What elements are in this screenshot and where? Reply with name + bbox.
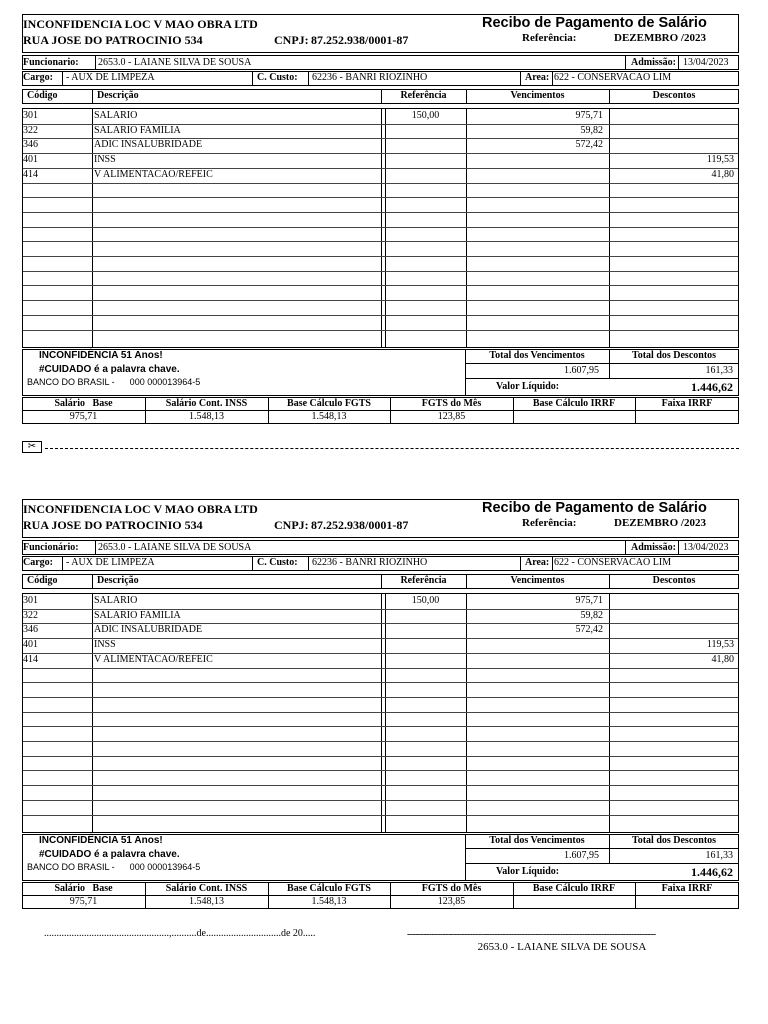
- irrf-base-label: Base Cálculo IRRF: [532, 883, 616, 894]
- reference-label: Referência:: [522, 517, 577, 529]
- table-row: [23, 610, 738, 623]
- total-deductions-label: Total dos Descontos: [631, 835, 717, 846]
- cell-code: 301: [23, 110, 38, 121]
- cell-description: SALARIO: [94, 110, 138, 121]
- total-earnings-value: 1.607,95: [564, 365, 599, 376]
- receipt-copy-employer: [22, 14, 739, 426]
- cell-earnings: 572,42: [575, 624, 603, 636]
- cnpj-value: 87.252.938/0001-87: [311, 518, 409, 532]
- scissors-icon: ✂: [22, 441, 42, 453]
- cnpj-value: 87.252.938/0001-87: [311, 33, 409, 47]
- inss-base-value: 1.548,13: [189, 896, 224, 907]
- cell-code: 401: [23, 639, 38, 651]
- company-name: INCONFIDENCIA LOC V MAO OBRA LTD: [23, 502, 258, 516]
- cell-deductions: 41,80: [711, 653, 734, 665]
- total-deductions-value: 161,33: [705, 365, 733, 376]
- employee-value: 2653.0 - LAIANE SILVA DE SOUSA: [98, 57, 252, 68]
- area-value: 622 - CONSERVACAO LIM: [554, 72, 672, 83]
- cell-code: 322: [23, 124, 38, 136]
- cell-code: 322: [23, 609, 38, 621]
- cell-earnings: 59,82: [580, 609, 603, 621]
- net-value-label: Valor Líquido:: [496, 866, 560, 877]
- cell-code: 401: [23, 154, 38, 166]
- reference-value: DEZEMBRO /2023: [614, 32, 706, 44]
- cell-description: ADIC INSALUBRIDADE: [94, 624, 203, 636]
- employee-label: Funcionário:: [23, 542, 79, 553]
- fgts-base-label: Base Cálculo FGTS: [287, 398, 371, 409]
- cost-center-value: 62236 - BANRI RIOZINHO: [312, 72, 428, 83]
- cnpj-label: CNPJ:: [274, 33, 309, 47]
- irrf-range-label: Faixa IRRF: [661, 398, 713, 409]
- col-deductions: Descontos: [652, 90, 696, 101]
- signature-date-line: ..................................................,..........de..............................de 20.....: [44, 928, 316, 939]
- bank-info: BANCO DO BRASIL - 000 000013964-5: [27, 862, 201, 872]
- col-deductions: Descontos: [652, 575, 696, 586]
- table-row: [23, 139, 738, 152]
- employee-label: Funcionario:: [23, 57, 79, 68]
- items-table-body: [22, 108, 739, 348]
- fgts-month-label: FGTS do Mês: [421, 883, 482, 894]
- admission-value: 13/04/2023: [683, 57, 729, 68]
- total-earnings-value: 1.607,95: [564, 850, 599, 861]
- salary-base-label: Salário Base: [54, 398, 113, 409]
- admission-label: Admissão:: [631, 57, 677, 68]
- salary-base-value: 975,71: [69, 411, 98, 422]
- total-earnings-label: Total dos Vencimentos: [489, 350, 585, 361]
- message-line1: INCONFIDÊNCIA 51 Anos!: [39, 835, 163, 846]
- cell-earnings: 975,71: [575, 110, 603, 121]
- inss-base-label: Salário Cont. INSS: [165, 883, 248, 894]
- cell-description: INSS: [94, 639, 116, 651]
- cell-code: 346: [23, 139, 38, 151]
- cell-code: 414: [23, 653, 38, 665]
- table-row: [23, 125, 738, 138]
- net-value-label: Valor Líquido:: [496, 381, 560, 392]
- table-row: [23, 654, 738, 667]
- table-row: [23, 154, 738, 167]
- cell-code: 346: [23, 624, 38, 636]
- items-table-body: [22, 593, 739, 833]
- cost-center-label: C. Custo:: [257, 72, 298, 83]
- salary-base-value: 975,71: [69, 896, 98, 907]
- admission-label: Admissão:: [631, 542, 677, 553]
- employee-value: 2653.0 - LAIANE SILVA DE SOUSA: [98, 542, 252, 553]
- net-value: 1.446,62: [691, 865, 733, 879]
- role-value: - AUX DE LIMPEZA: [66, 72, 155, 83]
- doc-title: Recibo de Pagamento de Salário: [482, 500, 707, 516]
- table-row: [23, 110, 738, 123]
- role-value: - AUX DE LIMPEZA: [66, 557, 155, 568]
- company-name: INCONFIDENCIA LOC V MAO OBRA LTD: [23, 17, 258, 31]
- fgts-month-label: FGTS do Mês: [421, 398, 482, 409]
- cell-description: V ALIMENTACAO/REFEIC: [94, 168, 213, 180]
- company-address: RUA JOSE DO PATROCINIO 534: [23, 33, 203, 47]
- col-earnings: Vencimentos: [510, 90, 565, 101]
- irrf-range-label: Faixa IRRF: [661, 883, 713, 894]
- cell-description: SALARIO FAMILIA: [94, 609, 181, 621]
- total-deductions-label: Total dos Descontos: [631, 350, 717, 361]
- area-label: Area:: [525, 72, 550, 83]
- cut-line: [45, 448, 739, 449]
- reference-label: Referência:: [522, 32, 577, 44]
- cell-deductions: 119,53: [706, 154, 734, 166]
- doc-title: Recibo de Pagamento de Salário: [482, 15, 707, 31]
- message-line2: #CUIDADO é a palavra chave.: [39, 849, 180, 860]
- total-earnings-label: Total dos Vencimentos: [489, 835, 585, 846]
- cell-reference: 150,00: [411, 110, 440, 121]
- cell-deductions: 119,53: [706, 639, 734, 651]
- table-row: [23, 595, 738, 608]
- signature-line: -------------------------------------------------------------------------------------------: [407, 929, 656, 940]
- cost-center-label: C. Custo:: [257, 557, 298, 568]
- col-reference: Referência: [400, 575, 447, 586]
- company-address: RUA JOSE DO PATROCINIO 534: [23, 518, 203, 532]
- col-earnings: Vencimentos: [510, 575, 565, 586]
- area-value: 622 - CONSERVACAO LIM: [554, 557, 672, 568]
- receipt-copy-employee: [22, 499, 739, 911]
- role-label: Cargo:: [23, 557, 53, 568]
- message-line1: INCONFIDÊNCIA 51 Anos!: [39, 350, 163, 361]
- total-deductions-value: 161,33: [705, 850, 733, 861]
- irrf-base-label: Base Cálculo IRRF: [532, 398, 616, 409]
- cell-code: 414: [23, 168, 38, 180]
- cell-reference: 150,00: [411, 595, 440, 606]
- reference-value: DEZEMBRO /2023: [614, 517, 706, 529]
- cell-description: V ALIMENTACAO/REFEIC: [94, 653, 213, 665]
- inss-base-label: Salário Cont. INSS: [165, 398, 248, 409]
- admission-value: 13/04/2023: [683, 542, 729, 553]
- table-row: [23, 639, 738, 652]
- col-code: Código: [27, 575, 58, 586]
- bank-info: BANCO DO BRASIL - 000 000013964-5: [27, 377, 201, 387]
- fgts-base-value: 1.548,13: [311, 411, 347, 422]
- signature-name: 2653.0 - LAIANE SILVA DE SOUSA: [477, 941, 647, 953]
- cell-earnings: 59,82: [580, 124, 603, 136]
- cost-center-value: 62236 - BANRI RIOZINHO: [312, 557, 428, 568]
- cell-description: ADIC INSALUBRIDADE: [94, 139, 203, 151]
- table-row: [23, 624, 738, 637]
- cell-earnings: 975,71: [575, 595, 603, 606]
- col-description: Descrição: [97, 90, 139, 101]
- fgts-base-label: Base Cálculo FGTS: [287, 883, 371, 894]
- area-label: Area:: [525, 557, 550, 568]
- fgts-month-value: 123,85: [437, 896, 466, 907]
- fgts-base-value: 1.548,13: [311, 896, 347, 907]
- salary-base-label: Salário Base: [54, 883, 113, 894]
- cnpj-label: CNPJ:: [274, 518, 309, 532]
- cell-deductions: 41,80: [711, 168, 734, 180]
- col-description: Descrição: [97, 575, 139, 586]
- cell-description: SALARIO FAMILIA: [94, 124, 181, 136]
- cell-description: INSS: [94, 154, 116, 166]
- cell-description: SALARIO: [94, 595, 138, 606]
- message-line2: #CUIDADO é a palavra chave.: [39, 364, 180, 375]
- cell-earnings: 572,42: [575, 139, 603, 151]
- cell-code: 301: [23, 595, 38, 606]
- col-code: Código: [27, 90, 58, 101]
- col-reference: Referência: [400, 90, 447, 101]
- net-value: 1.446,62: [691, 380, 733, 394]
- fgts-month-value: 123,85: [437, 411, 466, 422]
- role-label: Cargo:: [23, 72, 53, 83]
- inss-base-value: 1.548,13: [189, 411, 224, 422]
- table-row: [23, 169, 738, 182]
